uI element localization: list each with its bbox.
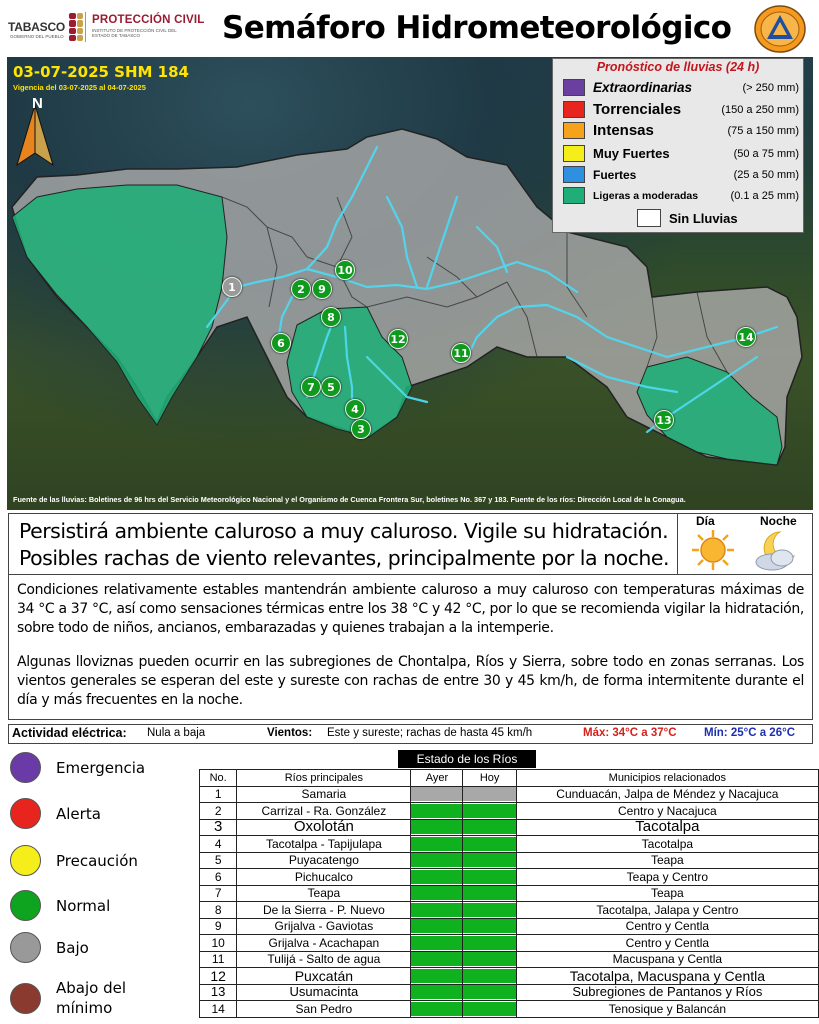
header	[0, 0, 819, 56]
legend-item-range: (75 a 150 mm)	[727, 124, 799, 137]
river-status-ayer	[411, 786, 463, 803]
river-status-ayer	[411, 935, 463, 952]
river-status-ayer	[411, 819, 463, 836]
status-cell-fill	[463, 985, 515, 999]
max-temperature: Máx: 34°C a 37°C	[583, 727, 677, 739]
river-number: 7	[200, 885, 237, 902]
civil-protection-badge-icon	[753, 4, 807, 54]
alert-dot	[10, 890, 41, 921]
alert-level-emergencia	[10, 752, 145, 783]
north-label: N	[32, 95, 43, 112]
legend-swatch	[563, 79, 585, 96]
status-cell-fill	[463, 952, 515, 966]
river-marker-7[interactable]: 7	[301, 377, 321, 397]
day-label: Día	[696, 514, 715, 528]
legend-item-sin-lluvias	[637, 209, 738, 227]
tabasco-logo-text: TABASCO	[8, 20, 66, 34]
alert-level-precaucion	[10, 845, 138, 876]
river-status-hoy	[463, 786, 516, 803]
legend-item-torrenciales	[563, 101, 799, 118]
river-number: 12	[200, 968, 237, 985]
river-name: Puxcatán	[237, 968, 411, 985]
legend-item-label: Extraordinarias	[593, 80, 693, 95]
river-name: Pichucalco	[237, 869, 411, 886]
status-cell-fill	[411, 837, 462, 851]
alert-level-label: Alerta	[56, 804, 101, 823]
rivers-status-table	[199, 769, 819, 1018]
river-status-hoy	[463, 803, 516, 820]
river-status-hoy	[463, 968, 516, 985]
river-status-ayer	[411, 885, 463, 902]
table-row	[200, 902, 819, 919]
conditions-bar	[8, 724, 813, 744]
status-cell-fill	[463, 853, 515, 867]
river-status-hoy	[463, 1001, 516, 1018]
river-number: 6	[200, 869, 237, 886]
legend-title: Pronóstico de lluvias (24 h)	[596, 60, 760, 74]
river-name: Tulijá - Salto de agua	[237, 951, 411, 968]
rivers-table-title: Estado de los Ríos	[398, 750, 536, 768]
table-row	[200, 836, 819, 853]
status-cell-fill	[463, 870, 515, 884]
related-municipalities: Tacotalpa	[516, 819, 818, 836]
river-status-ayer	[411, 951, 463, 968]
alert-dot	[10, 798, 41, 829]
status-cell-fill	[463, 804, 515, 818]
logo-divider	[85, 12, 86, 42]
status-cell-fill	[411, 1002, 462, 1016]
headline-line-2: Posibles rachas de viento relevantes, principalmente por la noche.	[19, 546, 670, 570]
related-municipalities: Tacotalpa	[516, 836, 818, 853]
status-cell-fill	[463, 787, 515, 801]
river-status-ayer	[411, 968, 463, 985]
river-number: 3	[200, 819, 237, 836]
related-municipalities: Teapa	[516, 852, 818, 869]
related-municipalities: Macuspana y Centla	[516, 951, 818, 968]
river-number: 4	[200, 836, 237, 853]
legend-item-label: Torrenciales	[593, 101, 682, 118]
alert-dot	[10, 983, 41, 1014]
alert-level-label: Bajo	[56, 938, 89, 957]
status-cell-fill	[463, 1002, 515, 1016]
status-cell-fill	[411, 870, 462, 884]
legend-item-label: Muy Fuertes	[593, 146, 670, 161]
legend-item-muy-fuertes	[563, 145, 799, 162]
river-status-hoy	[463, 984, 516, 1001]
river-marker-14[interactable]: 14	[736, 327, 756, 347]
legend-item-range: (25 a 50 mm)	[733, 168, 799, 181]
river-marker-13[interactable]: 13	[654, 410, 674, 430]
west-light-rain-area	[12, 185, 227, 425]
moon-cloud-icon	[752, 528, 806, 572]
related-municipalities: Cunduacán, Jalpa de Méndez y Nacajuca	[516, 786, 818, 803]
status-cell-fill	[463, 969, 515, 983]
river-marker-3[interactable]: 3	[351, 419, 371, 439]
page-title: Semáforo Hidrometeorológico	[222, 10, 732, 46]
status-cell-fill	[411, 919, 462, 933]
forecast-paragraph-2: Algunas lloviznas pueden ocurrir en las subregiones de Chontalpa, Ríos y Sierra, sobre todo en zonas serranas. Los vientos generales se esperan del este y sureste con rachas de entre 30 y 45 km/h, de forma intermitente durante el día y más frecuentes en la noche.	[17, 654, 804, 708]
status-cell-fill	[411, 903, 462, 917]
river-number: 10	[200, 935, 237, 952]
north-arrow-icon	[17, 105, 53, 165]
river-number: 1	[200, 786, 237, 803]
table-row	[200, 869, 819, 886]
related-municipalities: Tenosique y Balancán	[516, 1001, 818, 1018]
legend-item-range: (150 a 250 mm)	[721, 103, 799, 116]
legend-item-label: Sin Lluvias	[669, 210, 738, 226]
legend-item-label: Fuertes	[593, 167, 637, 182]
table-row	[200, 951, 819, 968]
alert-level-label: Normal	[56, 896, 111, 915]
proteccion-civil-text: PROTECCIÓN CIVIL	[92, 14, 205, 26]
river-number: 2	[200, 803, 237, 820]
river-status-hoy	[463, 918, 516, 935]
sun-icon	[690, 528, 736, 572]
alert-level-label: Abajo del mínimo	[56, 979, 127, 1017]
river-status-ayer	[411, 852, 463, 869]
river-marker-5[interactable]: 5	[321, 377, 341, 397]
rainfall-map	[7, 57, 813, 510]
column-header: No.	[200, 770, 237, 787]
proteccion-civil-subtitle: INSTITUTO DE PROTECCIÓN CIVIL DEL ESTADO DE TABASCO	[92, 28, 177, 38]
river-status-ayer	[411, 803, 463, 820]
legend-item-label: Ligeras a moderadas	[593, 189, 699, 202]
river-status-ayer	[411, 869, 463, 886]
table-row	[200, 885, 819, 902]
legend-item-range: (50 a 75 mm)	[733, 147, 799, 160]
tabasco-logo-subtitle: GOBIERNO DEL PUEBLO	[10, 34, 64, 39]
river-marker-9[interactable]: 9	[312, 279, 332, 299]
bulletin-date-code: 03-07-2025 SHM 184	[13, 63, 189, 81]
legend-swatch	[563, 187, 585, 204]
wind-label: Vientos:	[267, 727, 313, 739]
table-header-row	[200, 770, 819, 787]
alert-dot	[10, 932, 41, 963]
related-municipalities: Teapa	[516, 885, 818, 902]
legend-swatch	[563, 166, 585, 183]
river-name: Carrizal - Ra. González	[237, 803, 411, 820]
river-status-ayer	[411, 902, 463, 919]
river-marker-4[interactable]: 4	[345, 399, 365, 419]
proteccion-civil-logo	[92, 14, 204, 38]
river-name: Grijalva - Acachapan	[237, 935, 411, 952]
status-cell-fill	[411, 985, 462, 999]
river-status-ayer	[411, 918, 463, 935]
legend-item-range: (> 250 mm)	[742, 81, 799, 94]
river-name: Teapa	[237, 885, 411, 902]
river-name: Grijalva - Gaviotas	[237, 918, 411, 935]
river-number: 9	[200, 918, 237, 935]
legend-item-label: Intensas	[593, 122, 654, 139]
alert-level-bajo	[10, 932, 89, 963]
river-name: Usumacinta	[237, 984, 411, 1001]
night-label: Noche	[760, 514, 797, 528]
river-marker-12[interactable]: 12	[388, 329, 408, 349]
column-header: Municipios relacionados	[516, 770, 818, 787]
status-cell-fill	[463, 903, 515, 917]
river-status-hoy	[463, 869, 516, 886]
river-number: 5	[200, 852, 237, 869]
map-source-note: Fuente de las lluvias: Boletines de 96 hrs del Servicio Meteorológico Nacional y el Organismo de Cuenca Frontera Sur, boletines No. 367 y 183. Fuente de los ríos: Dirección Local de la Conagua.	[13, 495, 686, 504]
rain-forecast-legend	[552, 58, 804, 233]
river-status-ayer	[411, 1001, 463, 1018]
status-cell-fill	[463, 837, 515, 851]
related-municipalities: Centro y Centla	[516, 918, 818, 935]
river-name: De la Sierra - P. Nuevo	[237, 902, 411, 919]
related-municipalities: Centro y Centla	[516, 935, 818, 952]
tabasco-logo	[8, 10, 83, 44]
alert-level-normal	[10, 890, 110, 921]
column-header: Ríos principales	[237, 770, 411, 787]
status-cell-fill	[411, 853, 462, 867]
min-temperature: Mín: 25°C a 26°C	[704, 727, 796, 739]
table-row	[200, 852, 819, 869]
river-status-hoy	[463, 819, 516, 836]
river-number: 13	[200, 984, 237, 1001]
status-cell-fill	[463, 886, 515, 900]
related-municipalities: Centro y Nacajuca	[516, 803, 818, 820]
river-status-hoy	[463, 836, 516, 853]
river-status-hoy	[463, 935, 516, 952]
column-header: Hoy	[463, 770, 516, 787]
legend-swatch	[563, 101, 585, 118]
river-marker-1[interactable]: 1	[222, 277, 242, 297]
status-cell-fill	[411, 886, 462, 900]
alert-level-alerta	[10, 798, 101, 829]
river-marker-6[interactable]: 6	[271, 333, 291, 353]
related-municipalities: Subregiones de Pantanos y Ríos	[516, 984, 818, 1001]
legend-item-range: (0.1 a 25 mm)	[730, 189, 799, 202]
legend-item-extraordinarias	[563, 79, 799, 96]
status-cell-fill	[463, 936, 515, 950]
legend-item-fuertes	[563, 166, 799, 183]
river-status-hoy	[463, 902, 516, 919]
wind-value: Este y sureste; rachas de hasta 45 km/h	[327, 727, 533, 739]
forecast-paragraph-1: Condiciones relativamente estables mantendrán ambiente caluroso a muy caluroso con temperaturas máximas de 34 °C a 37 °C, así como sensaciones térmicas entre los 38 °C y 42 °C, por lo que se recomienda vigilar la hidratación, sobre todo de niños, ancianos, embarazadas y quienes trabajan a la intemperie.	[17, 582, 804, 636]
legend-item-intensas	[563, 122, 799, 139]
day-night-icons	[677, 513, 813, 574]
rivers-table-body	[200, 786, 819, 1017]
river-marker-2[interactable]: 2	[291, 279, 311, 299]
forecast-headline	[8, 513, 813, 575]
legend-swatch	[563, 145, 585, 162]
river-number: 11	[200, 951, 237, 968]
table-row	[200, 803, 819, 820]
table-row	[200, 935, 819, 952]
table-row	[200, 1001, 819, 1018]
river-status-hoy	[463, 852, 516, 869]
river-name: Samaria	[237, 786, 411, 803]
status-cell-fill	[411, 804, 462, 818]
column-header: Ayer	[411, 770, 463, 787]
status-cell-fill	[411, 787, 462, 801]
status-cell-fill	[411, 936, 462, 950]
river-status-hoy	[463, 951, 516, 968]
river-marker-10[interactable]: 10	[335, 260, 355, 280]
alert-level-label: Precaución	[56, 851, 138, 870]
table-row	[200, 918, 819, 935]
river-status-ayer	[411, 836, 463, 853]
river-status-hoy	[463, 885, 516, 902]
status-cell-fill	[411, 820, 462, 834]
table-row	[200, 984, 819, 1001]
headline-line-1: Persistirá ambiente caluroso a muy caluroso. Vigile su hidratación.	[19, 519, 669, 543]
alert-level-abajo-minimo	[10, 978, 136, 1018]
table-row	[200, 819, 819, 836]
status-cell-fill	[463, 820, 515, 834]
bulletin-validity: Vigencia del 03-07-2025 al 04-07-2025	[13, 83, 146, 92]
river-name: Tacotalpa - Tapijulapa	[237, 836, 411, 853]
status-cell-fill	[411, 952, 462, 966]
electric-activity-label: Actividad eléctrica:	[12, 726, 127, 740]
table-row	[200, 968, 819, 985]
river-name: Puyacatengo	[237, 852, 411, 869]
river-number: 8	[200, 902, 237, 919]
alert-level-label: Emergencia	[56, 758, 146, 777]
related-municipalities: Tacotalpa, Macuspana y Centla	[516, 968, 818, 985]
legend-swatch	[637, 209, 661, 227]
legend-item-ligeras	[563, 187, 799, 204]
related-municipalities: Teapa y Centro	[516, 869, 818, 886]
related-municipalities: Tacotalpa, Jalapa y Centro	[516, 902, 818, 919]
river-marker-11[interactable]: 11	[451, 343, 471, 363]
river-name: San Pedro	[237, 1001, 411, 1018]
alert-dot	[10, 845, 41, 876]
table-row	[200, 786, 819, 803]
legend-swatch	[563, 122, 585, 139]
river-number: 14	[200, 1001, 237, 1018]
status-cell-fill	[463, 919, 515, 933]
river-marker-8[interactable]: 8	[321, 307, 341, 327]
alert-dot	[10, 752, 41, 783]
status-cell-fill	[411, 969, 462, 983]
electric-activity-value: Nula a baja	[147, 727, 206, 739]
forecast-description	[8, 575, 813, 720]
river-status-ayer	[411, 984, 463, 1001]
river-name: Oxolotán	[237, 819, 411, 836]
